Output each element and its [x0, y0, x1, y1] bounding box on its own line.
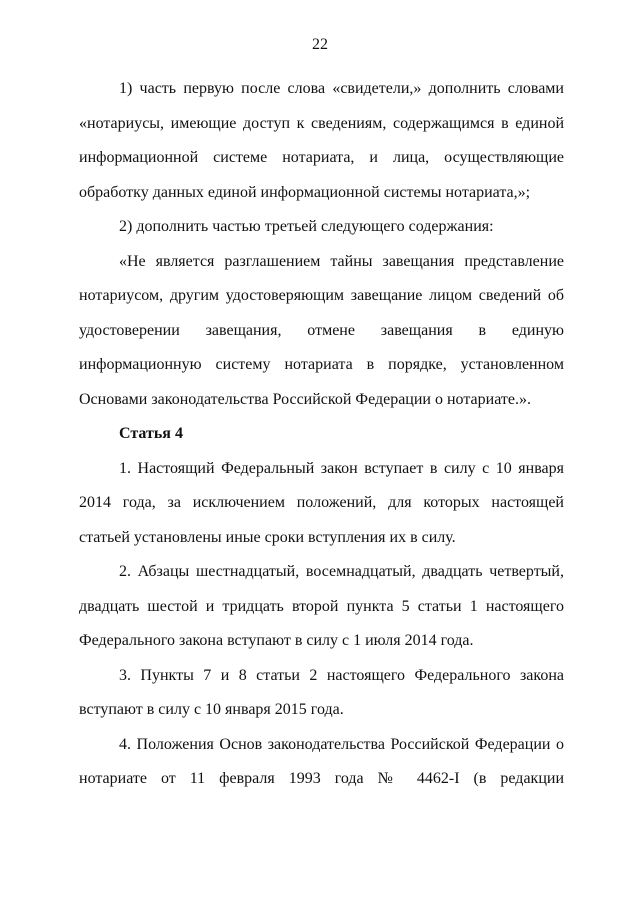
document-body: [79, 72, 564, 797]
article-paragraph-3: 3. Пункты 7 и 8 статьи 2 настоящего Федерального закона вступают в силу с 10 января 2015 года.: [79, 666, 564, 718]
article-paragraph-4: 4. Положения Основ законодательства Российской Федерации о нотариате от 11 февраля 1993 года № 4462-I (в редакции: [79, 735, 564, 787]
article-paragraph-1: 1. Настоящий Федеральный закон вступает в силу с 10 января 2014 года, за исключением положений, для которых настоящей статьей установлены иные сроки вступления их в силу.: [79, 459, 564, 546]
paragraph-add-part-three: 2) дополнить частью третьей следующего содержания:: [119, 218, 494, 235]
page-number: 22: [312, 36, 328, 53]
paragraph-quoted-text: «Не является разглашением тайны завещания представление нотариусом, другим удостоверяющим завещание лицом сведений об удостоверении завещания, отмене завещания в единую информационную систему нотариата в порядке, установленном Основами законодательства Российской Федерации о нотариате.».: [79, 252, 564, 408]
article-paragraph-2: 2. Абзацы шестнадцатый, восемнадцатый, двадцать четвертый, двадцать шестой и тридцать второй пункта 5 статьи 1 настоящего Федерального закона вступают в силу с 1 июля 2014 года.: [79, 563, 564, 649]
paragraph-amend-part-one: 1) часть первую после слова «свидетели,» дополнить словами «нотариусы, имеющие доступ к сведениям, содержащимся в единой информационной системе нотариата, и лица, осуществляющие обработку данных единой информационной системы нотариата,»;: [79, 80, 564, 201]
article-heading: Статья 4: [119, 425, 183, 442]
